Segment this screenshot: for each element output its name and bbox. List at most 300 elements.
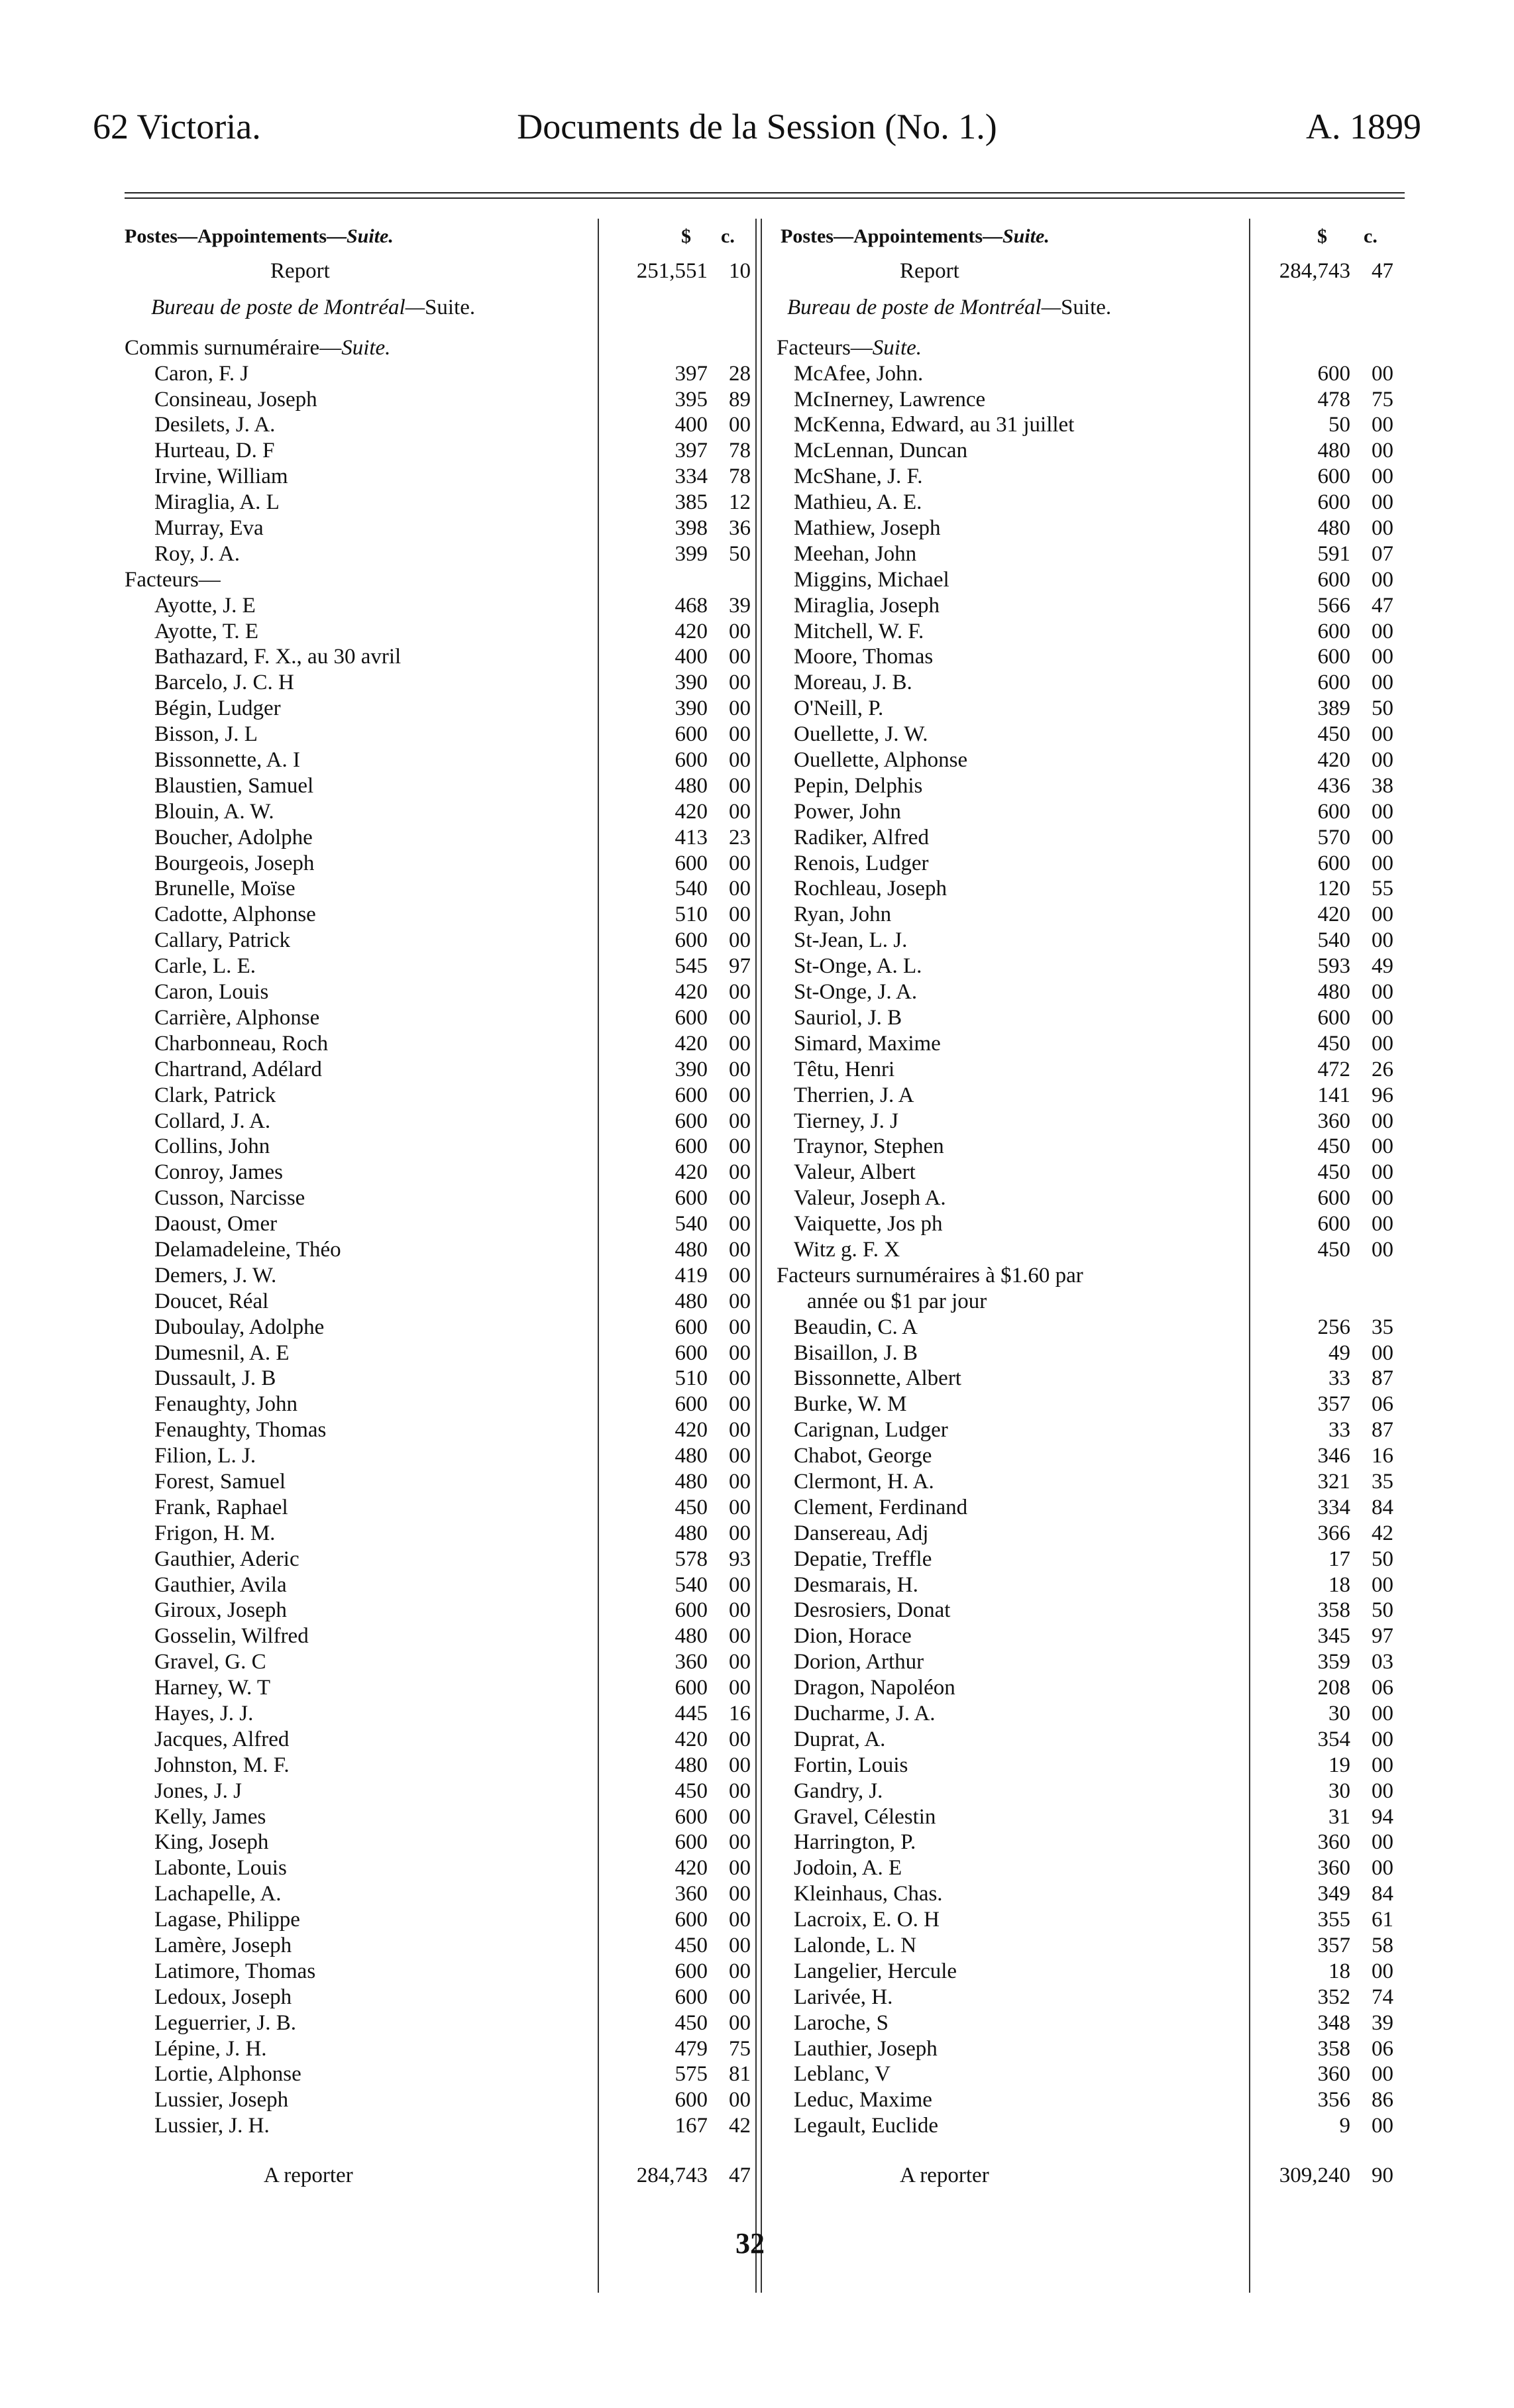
entry-dollars: 349 xyxy=(1317,1882,1350,1906)
entry-dollars: 450 xyxy=(1317,1031,1350,1056)
table-row xyxy=(125,1211,754,1237)
entry-cents: 00 xyxy=(729,877,751,901)
entry-dollars: 480 xyxy=(1317,439,1350,463)
table-row xyxy=(767,1623,1403,1649)
entry-cents: 00 xyxy=(729,980,751,1005)
entry-name: Jones, J. J xyxy=(154,1779,243,1803)
table-row xyxy=(767,2087,1403,2113)
entry-dollars: 540 xyxy=(675,1572,708,1597)
table-row xyxy=(125,1469,754,1495)
entry-name: Depatie, Treffle xyxy=(794,1547,932,1571)
entry-cents: 00 xyxy=(1372,1186,1393,1211)
table-row xyxy=(767,825,1403,851)
table-row xyxy=(125,1572,754,1598)
entry-cents: 00 xyxy=(729,619,751,643)
entry-name: Gauthier, Aderic xyxy=(154,1547,299,1571)
entry-name: Labonte, Louis xyxy=(154,1856,287,1881)
entry-dollars: 600 xyxy=(675,1186,708,1211)
entry-cents: 00 xyxy=(729,1109,751,1133)
entry-cents: 87 xyxy=(1372,1366,1393,1391)
entry-dollars: 510 xyxy=(675,903,708,927)
table-row xyxy=(767,1237,1403,1263)
entry-cents: 00 xyxy=(1372,799,1393,824)
entry-cents: 00 xyxy=(1372,1959,1393,1983)
bureau-suite: Suite. xyxy=(1061,295,1112,319)
entry-dollars: 600 xyxy=(1317,619,1350,643)
entry-dollars: 600 xyxy=(675,1134,708,1159)
entry-name: Duprat, A. xyxy=(794,1727,886,1751)
entry-cents: 26 xyxy=(1372,1057,1393,1081)
table-row xyxy=(125,825,754,851)
table-row xyxy=(767,1366,1403,1392)
entry-name: King, Joseph xyxy=(154,1830,269,1855)
entry-dollars: 360 xyxy=(1317,1856,1350,1881)
table-row xyxy=(125,1057,754,1083)
left-report-row xyxy=(125,258,754,284)
entry-dollars: 480 xyxy=(675,1469,708,1494)
report-cents: 10 xyxy=(729,259,751,283)
entry-cents: 42 xyxy=(1372,1521,1393,1545)
entry-name: Roy, J. A. xyxy=(154,541,240,566)
entry-cents: 00 xyxy=(1372,465,1393,489)
entry-cents: 00 xyxy=(729,1624,751,1649)
table-row xyxy=(125,387,754,413)
table-row xyxy=(767,1855,1403,1881)
left-title-suite: Suite. xyxy=(347,225,394,247)
entry-dollars: 18 xyxy=(1328,1959,1350,1983)
entry-name: Giroux, Joseph xyxy=(154,1598,287,1623)
table-row xyxy=(767,644,1403,670)
entry-name: Meehan, John xyxy=(794,541,917,566)
entry-cents: 00 xyxy=(729,1392,751,1417)
entry-cents: 00 xyxy=(1372,1341,1393,1365)
table-row xyxy=(125,1830,754,1855)
entry-dollars: 600 xyxy=(1317,361,1350,386)
right-report-row xyxy=(767,258,1403,284)
right-column xyxy=(767,219,1403,2189)
entry-cents: 00 xyxy=(1372,2114,1393,2138)
entry-cents: 03 xyxy=(1372,1650,1393,1674)
entry-dollars: 33 xyxy=(1328,1418,1350,1443)
entry-cents: 00 xyxy=(1372,980,1393,1005)
table-row xyxy=(767,2113,1403,2139)
table-row xyxy=(125,541,754,567)
entry-dollars: 397 xyxy=(675,439,708,463)
entry-dollars: 480 xyxy=(675,1444,708,1468)
entry-name: Frigon, H. M. xyxy=(154,1521,276,1545)
entry-name: Kleinhaus, Chas. xyxy=(794,1882,943,1906)
entry-dollars: 575 xyxy=(675,2062,708,2087)
right-reporter-row xyxy=(767,2163,1403,2189)
table-row xyxy=(767,2061,1403,2087)
table-row xyxy=(125,464,754,490)
entry-name: Clark, Patrick xyxy=(154,1083,276,1107)
entry-cents: 00 xyxy=(729,1779,751,1803)
entry-name: Desrosiers, Donat xyxy=(794,1598,951,1623)
left-reporter-row xyxy=(125,2163,754,2189)
entry-cents: 06 xyxy=(1372,2036,1393,2061)
entry-dollars: 30 xyxy=(1328,1701,1350,1725)
entry-cents: 42 xyxy=(729,2114,751,2138)
entry-name: Dion, Horace xyxy=(794,1624,912,1649)
right-section-surnum-1 xyxy=(767,1263,1403,1289)
entry-name: Fenaughty, John xyxy=(154,1392,298,1417)
table-row xyxy=(125,1031,754,1057)
entry-dollars: 480 xyxy=(1317,516,1350,541)
entry-name: Burke, W. M xyxy=(794,1392,907,1417)
table-row xyxy=(125,1315,754,1341)
entry-cents: 23 xyxy=(729,825,751,849)
entry-cents: 00 xyxy=(1372,722,1393,747)
table-row xyxy=(767,1057,1403,1083)
entry-name: Delamadeleine, Théo xyxy=(154,1237,341,1262)
section-suite: Suite. xyxy=(341,335,391,360)
entry-name: Têtu, Henri xyxy=(794,1057,895,1081)
entry-cents: 00 xyxy=(729,413,751,437)
table-row xyxy=(767,1211,1403,1237)
section-label: Commis surnuméraire— xyxy=(125,335,342,360)
table-row xyxy=(767,773,1403,799)
right-cent-head: c. xyxy=(1364,225,1378,247)
entry-dollars: 359 xyxy=(1317,1650,1350,1674)
entry-dollars: 472 xyxy=(1317,1057,1350,1081)
entry-cents: 35 xyxy=(1372,1315,1393,1339)
table-row xyxy=(767,1160,1403,1185)
table-row xyxy=(767,1779,1403,1804)
header-left: 62 Victoria. xyxy=(93,107,261,146)
entry-dollars: 450 xyxy=(1317,722,1350,747)
table-row xyxy=(125,1701,754,1727)
table-row xyxy=(125,619,754,645)
entry-dollars: 600 xyxy=(675,1005,708,1030)
table-row xyxy=(125,670,754,696)
entry-dollars: 354 xyxy=(1317,1727,1350,1751)
table-row xyxy=(767,1495,1403,1521)
entry-cents: 84 xyxy=(1372,1495,1393,1519)
table-row xyxy=(125,1341,754,1366)
entry-cents: 86 xyxy=(1372,2088,1393,2112)
table-row xyxy=(125,696,754,722)
entry-cents: 00 xyxy=(729,1160,751,1185)
reporter-label: A reporter xyxy=(264,2163,353,2188)
entry-name: McAfee, John. xyxy=(794,361,924,386)
entry-name: Lépine, J. H. xyxy=(154,2036,267,2061)
entry-dollars: 540 xyxy=(675,877,708,901)
header-center: Documents de la Session (No. 1.) xyxy=(517,107,997,146)
entry-dollars: 480 xyxy=(675,1624,708,1649)
entry-cents: 00 xyxy=(729,1005,751,1030)
entry-cents: 00 xyxy=(729,851,751,875)
entry-dollars: 17 xyxy=(1328,1547,1350,1571)
entry-dollars: 600 xyxy=(1317,1186,1350,1211)
section-label: Facteurs— xyxy=(125,567,221,592)
table-row xyxy=(767,1881,1403,1907)
table-row xyxy=(767,1469,1403,1495)
table-row xyxy=(125,1881,754,1907)
entry-name: Laroche, S xyxy=(794,2010,889,2035)
entry-dollars: 390 xyxy=(675,671,708,695)
entry-name: Collard, J. A. xyxy=(154,1109,271,1133)
entry-dollars: 480 xyxy=(1317,980,1350,1005)
entry-dollars: 600 xyxy=(675,1676,708,1700)
entry-dollars: 167 xyxy=(675,2114,708,2138)
entry-name: McKenna, Edward, au 31 juillet xyxy=(794,413,1075,437)
entry-dollars: 600 xyxy=(675,1908,708,1932)
table-row xyxy=(125,1547,754,1572)
entry-dollars: 358 xyxy=(1317,2036,1350,2061)
entry-name: Legault, Euclide xyxy=(794,2114,939,2138)
table-row xyxy=(125,438,754,464)
entry-cents: 75 xyxy=(729,2036,751,2061)
entry-name: Brunelle, Moïse xyxy=(154,877,296,901)
table-row xyxy=(767,541,1403,567)
table-row xyxy=(125,490,754,516)
entry-name: Mitchell, W. F. xyxy=(794,619,924,643)
table-row xyxy=(767,1830,1403,1855)
entry-name: Fortin, Louis xyxy=(794,1753,908,1777)
top-rule xyxy=(125,192,1405,193)
table-row xyxy=(125,1623,754,1649)
table-row xyxy=(767,1985,1403,2010)
entry-cents: 00 xyxy=(729,1263,751,1287)
table-row xyxy=(125,902,754,928)
entry-dollars: 420 xyxy=(675,619,708,643)
entry-dollars: 540 xyxy=(675,1212,708,1236)
report-dollars: 251,551 xyxy=(636,259,708,283)
entry-cents: 00 xyxy=(1372,1134,1393,1159)
entry-cents: 00 xyxy=(1372,1005,1393,1030)
entry-name: Cadotte, Alphonse xyxy=(154,903,316,927)
entry-cents: 00 xyxy=(1372,903,1393,927)
table-row xyxy=(767,747,1403,773)
entry-cents: 00 xyxy=(729,1572,751,1597)
report-label: Report xyxy=(270,259,330,283)
entry-dollars: 345 xyxy=(1317,1624,1350,1649)
entry-dollars: 600 xyxy=(675,2088,708,2112)
entry-dollars: 445 xyxy=(675,1701,708,1725)
table-row xyxy=(125,361,754,387)
right-title: Postes—Appointements— xyxy=(781,225,1002,247)
table-row xyxy=(767,1598,1403,1623)
entry-name: Bisaillon, J. B xyxy=(794,1341,918,1365)
entry-cents: 00 xyxy=(729,1934,751,1957)
table-row xyxy=(125,773,754,799)
entry-name: Therrien, J. A xyxy=(794,1083,914,1107)
table-row xyxy=(125,799,754,825)
entry-cents: 00 xyxy=(1372,1160,1393,1185)
entry-cents: 06 xyxy=(1372,1676,1393,1700)
table-row xyxy=(767,490,1403,516)
entry-dollars: 600 xyxy=(1317,465,1350,489)
entry-name: Doucet, Réal xyxy=(154,1289,269,1313)
table-row xyxy=(767,1341,1403,1366)
report-label: Report xyxy=(900,259,959,283)
entry-cents: 07 xyxy=(1372,541,1393,566)
table-row xyxy=(125,1185,754,1211)
table-row xyxy=(125,1753,754,1779)
entry-cents: 00 xyxy=(1372,1727,1393,1751)
table-row xyxy=(125,2036,754,2062)
entry-cents: 00 xyxy=(729,671,751,695)
table-row xyxy=(767,567,1403,593)
entry-dollars: 399 xyxy=(675,541,708,566)
entry-cents: 78 xyxy=(729,465,751,489)
table-row xyxy=(125,747,754,773)
reporter-cents: 90 xyxy=(1372,2163,1393,2188)
entry-dollars: 450 xyxy=(1317,1134,1350,1159)
entry-name: Harney, W. T xyxy=(154,1676,271,1700)
entry-name: Lortie, Alphonse xyxy=(154,2062,301,2087)
entry-name: Bathazard, F. X., au 30 avril xyxy=(154,645,402,669)
entry-dollars: 600 xyxy=(675,851,708,875)
entry-cents: 00 xyxy=(1372,645,1393,669)
entry-cents: 96 xyxy=(1372,1083,1393,1107)
entry-name: Ayotte, T. E xyxy=(154,619,259,643)
entry-dollars: 600 xyxy=(675,1830,708,1855)
entry-cents: 55 xyxy=(1372,877,1393,901)
table-row xyxy=(125,1083,754,1109)
table-row xyxy=(767,876,1403,902)
table-row xyxy=(125,1985,754,2010)
entry-cents: 00 xyxy=(729,1469,751,1494)
entry-cents: 89 xyxy=(729,387,751,411)
entry-dollars: 420 xyxy=(675,980,708,1005)
entry-name: Gravel, G. C xyxy=(154,1650,266,1674)
entry-cents: 00 xyxy=(729,1985,751,2009)
entry-name: Barcelo, J. C. H xyxy=(154,671,294,695)
entry-dollars: 360 xyxy=(1317,1830,1350,1855)
entry-cents: 00 xyxy=(1372,825,1393,849)
right-column-heading xyxy=(767,219,1403,258)
table-row xyxy=(767,696,1403,722)
entry-name: Lussier, J. H. xyxy=(154,2114,270,2138)
entry-cents: 00 xyxy=(729,1366,751,1391)
entry-dollars: 420 xyxy=(675,1856,708,1881)
entry-dollars: 591 xyxy=(1317,541,1350,566)
bureau-label: Bureau de poste de Montréal— xyxy=(787,295,1061,319)
entry-name: Chartrand, Adélard xyxy=(154,1057,322,1081)
table-row xyxy=(125,1675,754,1701)
table-row xyxy=(125,1109,754,1134)
table-row xyxy=(767,851,1403,877)
entry-cents: 00 xyxy=(729,1057,751,1081)
entry-dollars: 600 xyxy=(675,1341,708,1365)
entry-dollars: 450 xyxy=(1317,1160,1350,1185)
reporter-label: A reporter xyxy=(900,2163,989,2188)
table-row xyxy=(767,1907,1403,1933)
entry-cents: 00 xyxy=(1372,1212,1393,1236)
entry-cents: 00 xyxy=(1372,567,1393,592)
entry-dollars: 420 xyxy=(675,1031,708,1056)
entry-dollars: 480 xyxy=(675,1753,708,1777)
entry-dollars: 385 xyxy=(675,490,708,515)
entry-cents: 00 xyxy=(1372,619,1393,643)
entry-name: Bourgeois, Joseph xyxy=(154,851,315,875)
entry-dollars: 480 xyxy=(675,1237,708,1262)
entry-cents: 00 xyxy=(1372,1031,1393,1056)
entry-cents: 00 xyxy=(729,1676,751,1700)
entry-cents: 00 xyxy=(1372,1753,1393,1777)
entry-dollars: 600 xyxy=(675,1985,708,2009)
entry-name: Caron, Louis xyxy=(154,980,269,1005)
table-row xyxy=(125,851,754,877)
table-row xyxy=(125,876,754,902)
table-row xyxy=(767,670,1403,696)
entry-dollars: 400 xyxy=(675,413,708,437)
entry-dollars: 600 xyxy=(1317,567,1350,592)
left-title: Postes—Appointements— xyxy=(125,225,347,247)
entry-cents: 78 xyxy=(729,439,751,463)
entry-cents: 97 xyxy=(729,954,751,979)
entry-dollars: 49 xyxy=(1328,1341,1350,1365)
entry-dollars: 334 xyxy=(675,465,708,489)
left-column-heading xyxy=(125,219,754,258)
table-row xyxy=(125,1855,754,1881)
entry-cents: 00 xyxy=(729,1650,751,1674)
entry-name: St-Jean, L. J. xyxy=(794,928,908,953)
entry-name: Gauthier, Avila xyxy=(154,1572,287,1597)
entry-name: Duboulay, Adolphe xyxy=(154,1315,325,1339)
entry-name: Lussier, Joseph xyxy=(154,2088,289,2112)
entry-dollars: 436 xyxy=(1317,773,1350,798)
table-row xyxy=(767,1701,1403,1727)
entry-name: Johnston, M. F. xyxy=(154,1753,290,1777)
entry-name: Sauriol, J. B xyxy=(794,1005,902,1030)
table-row xyxy=(125,1959,754,1985)
entry-name: Fenaughty, Thomas xyxy=(154,1418,327,1443)
entry-name: Traynor, Stephen xyxy=(794,1134,944,1159)
entry-name: Beaudin, C. A xyxy=(794,1315,918,1339)
table-row xyxy=(125,1005,754,1031)
entry-dollars: 413 xyxy=(675,825,708,849)
entry-name: Forest, Samuel xyxy=(154,1469,286,1494)
right-title-suite: Suite. xyxy=(1002,225,1050,247)
entry-name: Ouellette, J. W. xyxy=(794,722,928,747)
entry-cents: 61 xyxy=(1372,1908,1393,1932)
entry-name: Lacroix, E. O. H xyxy=(794,1908,940,1932)
left-commis-list xyxy=(125,361,754,567)
entry-cents: 00 xyxy=(1372,490,1393,515)
right-section-surnum-2 xyxy=(767,1289,1403,1315)
entry-dollars: 600 xyxy=(1317,851,1350,875)
entry-dollars: 600 xyxy=(1317,645,1350,669)
table-row xyxy=(767,1392,1403,1417)
table-row xyxy=(767,1727,1403,1753)
entry-dollars: 420 xyxy=(1317,903,1350,927)
entry-name: McShane, J. F. xyxy=(794,465,923,489)
table-row xyxy=(767,438,1403,464)
table-row xyxy=(125,1289,754,1315)
entry-cents: 75 xyxy=(1372,387,1393,411)
entry-name: Bégin, Ludger xyxy=(154,696,281,721)
entry-dollars: 420 xyxy=(675,1160,708,1185)
entry-dollars: 256 xyxy=(1317,1315,1350,1339)
entry-name: Ayotte, J. E xyxy=(154,593,256,618)
entry-name: Langelier, Hercule xyxy=(794,1959,957,1983)
entry-cents: 00 xyxy=(1372,1830,1393,1855)
left-section-commis xyxy=(125,335,754,361)
entry-name: Tierney, J. J xyxy=(794,1109,898,1133)
bureau-label: Bureau de poste de Montréal— xyxy=(151,295,425,319)
entry-name: Irvine, William xyxy=(154,465,288,489)
entry-dollars: 480 xyxy=(675,773,708,798)
table-row xyxy=(767,593,1403,619)
entry-cents: 00 xyxy=(729,1598,751,1623)
entry-cents: 00 xyxy=(1372,1779,1393,1803)
table-row xyxy=(767,1134,1403,1160)
entry-dollars: 600 xyxy=(675,1804,708,1829)
top-rule-2 xyxy=(125,197,1405,199)
